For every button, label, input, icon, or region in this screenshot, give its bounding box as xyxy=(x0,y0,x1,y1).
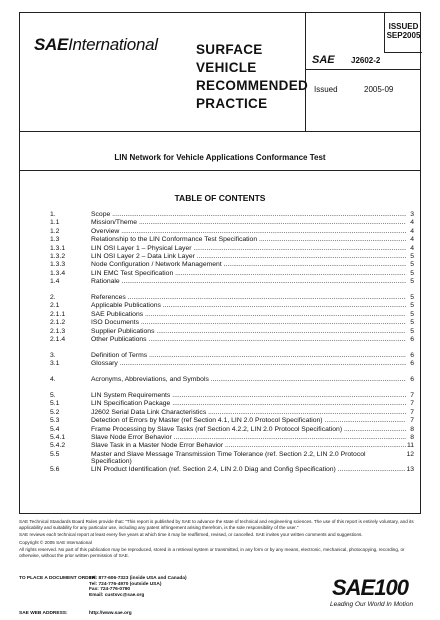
toc-row[interactable] xyxy=(50,211,414,219)
toc-gap xyxy=(50,385,414,393)
toc-number: 2.1.2 xyxy=(50,319,66,327)
toc-entry-text: LIN EMC Test Specification ..... xyxy=(91,270,406,278)
toc-entry-text: Detection of Errors by Master (ref Section 4.1, LIN 2.0 Protocol Specification) ..... xyxy=(91,417,406,425)
header-divider xyxy=(20,131,420,132)
divider xyxy=(306,69,420,70)
toc-entry-text: Supplier Publications ..... xyxy=(91,328,406,336)
toc-number: 5.5 xyxy=(50,450,60,458)
toc-page-number: 5 xyxy=(410,252,414,260)
toc-entry-text: LIN OSI Layer 1 – Physical Layer ..... xyxy=(91,245,406,253)
toc-number: 1.2 xyxy=(50,227,60,235)
status-box: ISSUED SEP2005 xyxy=(384,13,422,53)
doc-type-line: VEHICLE xyxy=(196,60,257,75)
toc-entry-text: LIN OSI Layer 2 – Data Link Layer ..... xyxy=(91,253,406,261)
toc-row[interactable] xyxy=(50,392,414,400)
toc-page-number: 6 xyxy=(410,351,414,359)
toc-page-number: 5 xyxy=(410,294,414,302)
toc-row[interactable] xyxy=(50,245,414,253)
header-left xyxy=(20,13,309,131)
toc-entry-text: Glossary ..... xyxy=(91,360,406,368)
review-paragraph: SAE reviews each technical report at least every five years at which time it may be reaffirmed, revised, or cancelled. SAE invites your written comments and suggestions. xyxy=(19,532,363,538)
toc-page-number: 7 xyxy=(410,392,414,400)
toc-row[interactable] xyxy=(50,442,414,450)
order-line: Tel: 724-776-4970 (outside USA) xyxy=(89,581,162,587)
toc-number: 5.6 xyxy=(50,466,60,474)
toc-number: 2.1.1 xyxy=(50,310,66,318)
toc-number: 1.3.3 xyxy=(50,261,66,269)
toc-number: 5.4 xyxy=(50,425,60,433)
toc-gap xyxy=(50,369,414,377)
toc-page-number: 4 xyxy=(410,227,414,235)
toc-row[interactable] xyxy=(50,466,414,474)
toc-page-number: 5 xyxy=(410,319,414,327)
document-type xyxy=(196,41,308,113)
toc-row[interactable] xyxy=(50,400,414,408)
order-contacts xyxy=(89,576,187,598)
toc-page-number: 5 xyxy=(410,278,414,286)
order-line: Fax: 724-776-0790 xyxy=(89,587,131,593)
web-link[interactable]: http://www.sae.org xyxy=(89,611,132,616)
toc-page-number: 6 xyxy=(410,335,414,343)
toc-entry-text: LIN System Requirements ..... xyxy=(91,392,406,400)
toc-page-number: 8 xyxy=(410,433,414,441)
toc-number: 3. xyxy=(50,351,56,359)
toc-entry-text: Node Configuration / Network Management ..... xyxy=(91,261,406,269)
toc-entry-text: Slave Node Error Behavior ..... xyxy=(91,434,406,442)
toc-page-number: 5 xyxy=(410,327,414,335)
legal-footer xyxy=(19,519,421,561)
doc-type-line: SURFACE xyxy=(196,42,263,57)
sae-100-logo: SAE100 xyxy=(332,575,408,600)
toc-entry-text: Slave Task in a Master Node Error Behavior ..... xyxy=(91,442,406,450)
issued-date: 2005-09 xyxy=(364,85,394,94)
toc-row[interactable] xyxy=(50,253,414,261)
toc-entry-text: ISO Documents ..... xyxy=(91,319,406,327)
toc-entry-text: Rationale ..... xyxy=(91,278,406,286)
document-title: LIN Network for Vehicle Applications Conformance Test xyxy=(114,153,326,162)
toc-number: 1. xyxy=(50,211,56,218)
web-label: SAE WEB ADDRESS: xyxy=(19,611,68,616)
toc-number: 1.4 xyxy=(50,278,60,286)
toc-row[interactable] xyxy=(50,270,414,278)
toc-page-number: 3 xyxy=(410,211,414,218)
toc-row[interactable] xyxy=(50,426,414,434)
toc-number: 2.1 xyxy=(50,302,60,310)
toc-row[interactable] xyxy=(50,409,414,417)
toc-page-number: 4 xyxy=(410,219,414,227)
doc-type-line: PRACTICE xyxy=(196,96,268,111)
toc-page-number: 5 xyxy=(410,269,414,277)
toc-entry-text: SAE Publications ..... xyxy=(91,311,406,319)
toc-row[interactable] xyxy=(50,261,414,269)
toc-entry-text: Mission/Theme ..... xyxy=(91,219,406,227)
sae-international-logo: SAEInternational xyxy=(34,35,158,54)
toc-entry-text: Relationship to the LIN Conformance Test Specification ..... xyxy=(91,236,406,244)
toc-entry-text: Definition of Terms ..... xyxy=(91,352,406,360)
toc-entry-text: Scope ..... xyxy=(91,211,406,219)
toc-row[interactable] xyxy=(50,417,414,425)
toc-row[interactable] xyxy=(50,294,414,302)
doc-type-line: RECOMMENDED xyxy=(196,78,309,93)
sae-small-logo: SAE xyxy=(312,54,335,66)
toc-heading: TABLE OF CONTENTS xyxy=(174,193,266,203)
toc-number: 2.1.4 xyxy=(50,335,66,343)
toc-row[interactable] xyxy=(50,434,414,442)
toc-row[interactable] xyxy=(50,328,414,336)
toc-page-number: 4 xyxy=(410,236,414,244)
toc-number: 1.3.2 xyxy=(50,252,66,260)
toc-row[interactable] xyxy=(50,236,414,244)
toc-gap xyxy=(50,344,414,352)
header-right xyxy=(306,13,420,131)
toc-entry-text: J2602 Serial Data Link Characteristics ..... xyxy=(91,409,406,417)
toc-page-number: 7 xyxy=(410,417,414,425)
toc-row[interactable] xyxy=(50,228,414,236)
toc-number: 5. xyxy=(50,392,56,400)
toc-page-number: 7 xyxy=(410,408,414,416)
toc-number: 1.1 xyxy=(50,219,60,227)
toc-entry-text: References ..... xyxy=(91,294,406,302)
toc-page-number: 5 xyxy=(410,302,414,310)
toc-page-number: 5 xyxy=(410,310,414,318)
toc-entry-text: Other Publications ..... xyxy=(91,336,406,344)
toc-entry-text: Master and Slave Message Transmission Time Tolerance (ref. Section 2.2, LIN 2.0 Protocol Specification) xyxy=(91,450,366,466)
toc-page-number: 13 xyxy=(406,466,414,474)
toc-row[interactable] xyxy=(50,376,414,384)
toc-number: 5.4.1 xyxy=(50,433,66,441)
issued-label: Issued xyxy=(314,85,338,94)
toc-number: 2. xyxy=(50,294,56,302)
toc-number: 1.3 xyxy=(50,236,60,244)
toc-number: 4. xyxy=(50,376,56,384)
toc-entry-text: LIN Specification Package ..... xyxy=(91,400,406,408)
document-frame xyxy=(19,12,421,514)
toc-row[interactable] xyxy=(50,219,414,227)
toc-page-number: 4 xyxy=(410,244,414,252)
toc-row[interactable] xyxy=(50,352,414,360)
order-label: TO PLACE A DOCUMENT ORDER: xyxy=(19,576,97,581)
toc-number: 5.4.2 xyxy=(50,442,66,450)
toc-page-number: 6 xyxy=(410,360,414,368)
order-line: Tel: 877-606-7323 (inside USA and Canada) xyxy=(89,576,187,581)
toc-number: 1.3.4 xyxy=(50,269,66,277)
toc-gap xyxy=(50,287,414,295)
toc-row[interactable] xyxy=(50,360,414,368)
table-of-contents xyxy=(50,211,414,475)
web-address xyxy=(19,611,132,616)
toc-page-number: 6 xyxy=(410,376,414,384)
document-number: J2602-2 xyxy=(351,56,381,65)
legal-paragraph: SAE Technical Standards Board Rules provide that: "This report is published by SAE to advance the state of technical and engineering sciences. The use of this report is entirely voluntary, and its applicability and suitability for any particular use, including any patent infringement arising therefrom, is the sole responsibility of the user." xyxy=(19,519,414,530)
toc-number: 3.1 xyxy=(50,360,60,368)
order-line: Email: custsvc@sae.org xyxy=(89,592,145,598)
toc-row[interactable] xyxy=(50,311,414,319)
toc-number: 5.1 xyxy=(50,400,60,408)
toc-page-number: 8 xyxy=(410,425,414,433)
toc-row[interactable] xyxy=(50,451,414,467)
toc-number: 2.1.3 xyxy=(50,327,66,335)
toc-row[interactable] xyxy=(50,302,414,310)
copyright: Copyright © 2005 SAE International xyxy=(19,539,92,545)
toc-page-number: 5 xyxy=(410,261,414,269)
toc-page-number: 12 xyxy=(406,450,414,458)
toc-number: 5.3 xyxy=(50,417,60,425)
toc-entry-text: Frame Processing by Slave Tasks (ref Section 4.2.2, LIN 2.0 Protocol Specification) ..... xyxy=(91,426,406,434)
toc-entry-text: LIN Product Identification (ref. Section 2.4, LIN 2.0 Diag and Config Specification) ..... xyxy=(91,466,406,474)
rights-paragraph: All rights reserved. No part of this publication may be reproduced, stored in a retrieval system or transmitted, in any form or by any means, electronic, mechanical, photocopying, recording, or otherwise, without the prior written permission of SAE. xyxy=(19,547,405,558)
toc-entry-text: Overview ..... xyxy=(91,228,406,236)
title-divider xyxy=(20,170,420,171)
toc-row[interactable] xyxy=(50,319,414,327)
toc-entry-text: Applicable Publications ..... xyxy=(91,302,406,310)
toc-page-number: 7 xyxy=(410,400,414,408)
toc-page-number: 11 xyxy=(406,442,414,450)
tagline: Leading Our World In Motion xyxy=(330,601,414,608)
toc-entry-text: Acronyms, Abbreviations, and Symbols ..... xyxy=(91,376,406,384)
toc-row[interactable] xyxy=(50,336,414,344)
toc-number: 5.2 xyxy=(50,408,60,416)
toc-number: 1.3.1 xyxy=(50,244,66,252)
toc-row[interactable] xyxy=(50,278,414,286)
